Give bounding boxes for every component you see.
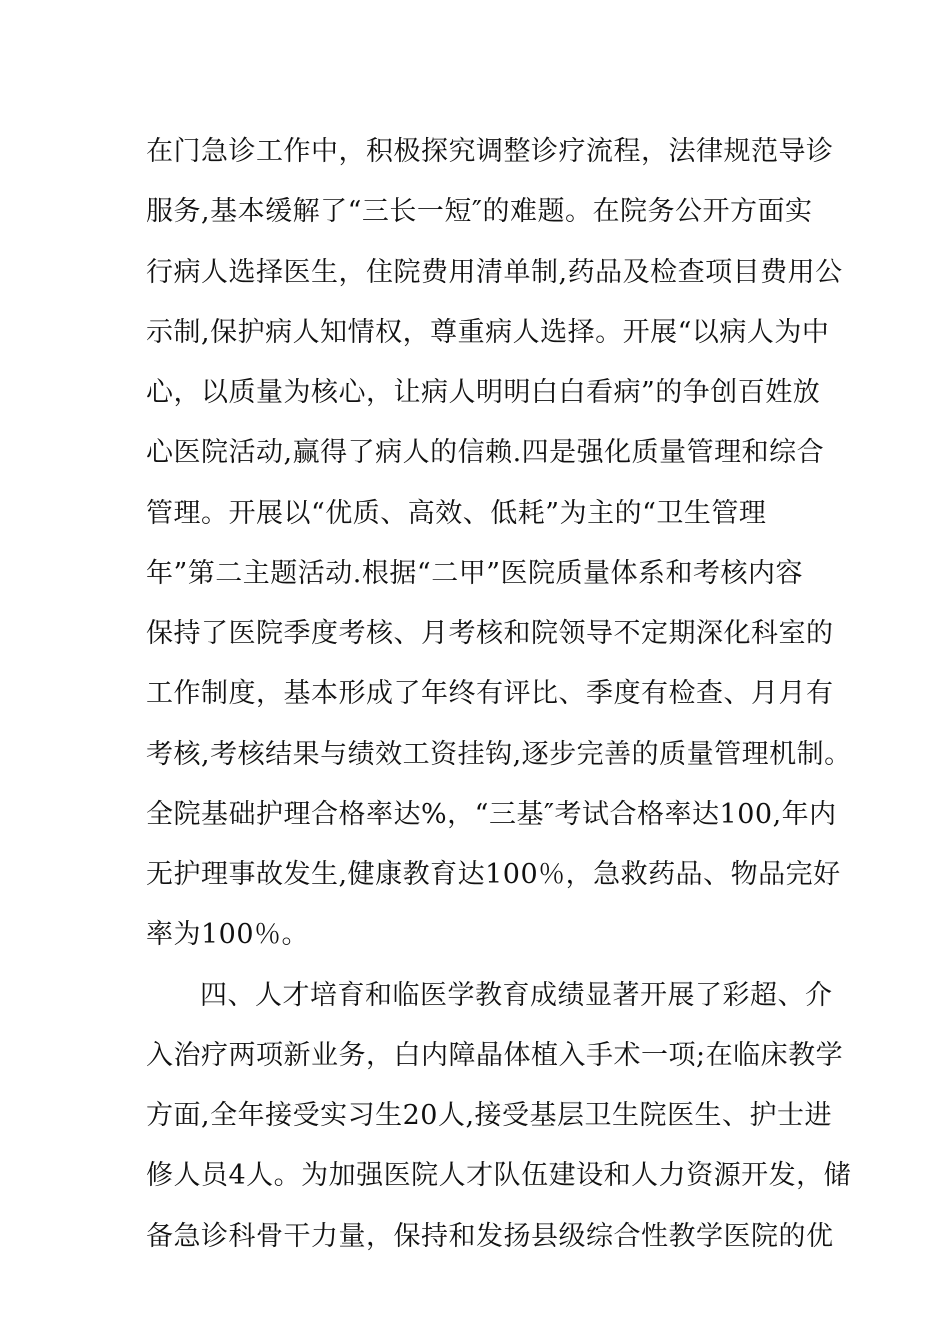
text-line: 行病人选择医生，住院费用清单制,药品及检查项目费用公 [146,257,843,288]
text-line: 四、人才培育和临医学教育成绩显著开展了彩超、介 [200,980,833,1011]
text-line: 心医院活动,赢得了病人的信赖.四是强化质量管理和综合 [146,437,825,468]
text-line: 心，以质量为核心，让病人明明白白看病”的争创百姓放 [146,377,821,408]
text-line: 备急诊科骨干力量，保持和发扬县级综合性教学医院的优 [146,1221,834,1252]
text-line: 方面,全年接受实习生20人,接受基层卫生院医生、护士进 [146,1100,833,1131]
text-line: 无护理事故发生,健康教育达100％，急救药品、物品完好 [146,859,841,890]
text-line: 考核,考核结果与绩效工资挂钩,逐步完善的质量管理机制。 [146,739,852,770]
text-line: 修人员4人。为加强医院人才队伍建设和人力资源开发，储 [146,1160,852,1191]
text-line: 年”第二主题活动.根据“二甲”医院质量体系和考核内容 [146,558,803,589]
text-line: 工作制度，基本形成了年终有评比、季度有检查、月月有 [146,678,834,709]
text-line: 率为100％。 [146,919,310,950]
text-line: 保持了医院季度考核、月考核和院领导不定期深化科室的 [146,618,834,649]
text-line: 管理。开展以“优质、高效、低耗”为主的“卫生管理 [146,498,767,529]
text-line: 服务,基本缓解了“三长一短″的难题。在院务公开方面实 [146,196,813,227]
text-line: 全院基础护理合格率达%，“三基″考试合格率达100,年内 [146,799,837,830]
text-line: 在门急诊工作中，积极探究调整诊疗流程，法律规范导诊 [146,136,834,167]
text-line: 入治疗两项新业务，白内障晶体植入手术一项;在临床教学 [146,1040,844,1071]
text-line: 示制,保护病人知情权，尊重病人选择。开展“以病人为中 [146,317,830,348]
